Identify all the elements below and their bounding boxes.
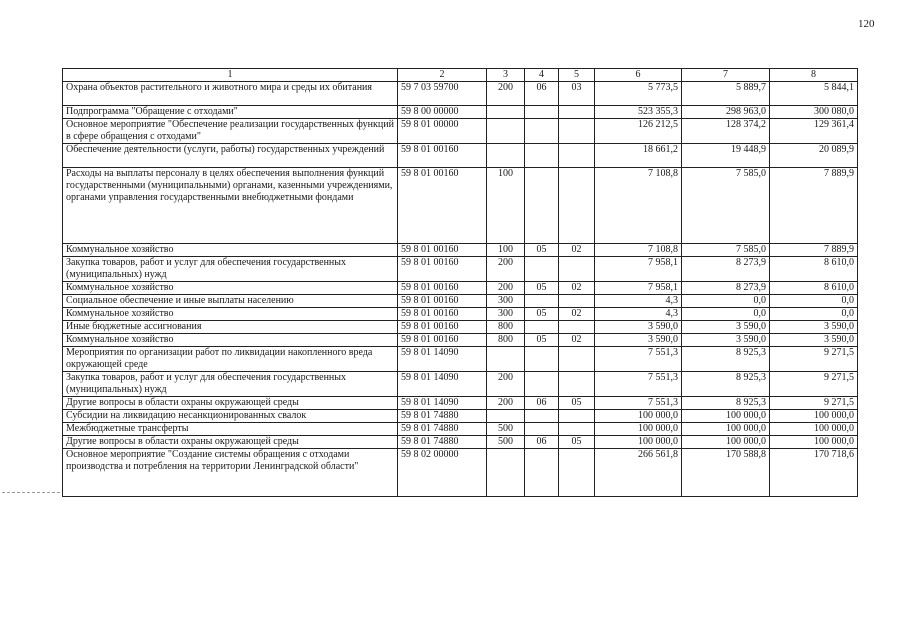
table-row: [63, 423, 858, 436]
table-cell: 59 8 01 00160: [398, 334, 487, 347]
table-row: [63, 168, 858, 244]
table-cell: 3 590,0: [682, 334, 770, 347]
table-cell: 59 8 01 14090: [398, 397, 487, 410]
table-cell: [525, 106, 559, 119]
table-cell: [559, 119, 595, 144]
margin-mark: [2, 492, 60, 493]
table-cell: [487, 119, 525, 144]
row-name-cell: Коммунальное хозяйство: [63, 334, 398, 347]
row-name-cell: Расходы на выплаты персоналу в целях обеспечения выполнения функций государственными (муниципальными) органами, казенными учреждениями, органами управления государственными внебюджетными фондами: [63, 168, 398, 244]
table-cell: [525, 168, 559, 244]
table-cell: 9 271,5: [770, 397, 858, 410]
table-cell: 8 273,9: [682, 257, 770, 282]
table-cell: 129 361,4: [770, 119, 858, 144]
table-row: [63, 347, 858, 372]
row-name-cell: Подпрограмма "Обращение с отходами": [63, 106, 398, 119]
table-cell: 05: [525, 334, 559, 347]
table-cell: 5 889,7: [682, 82, 770, 106]
table-cell: 59 8 01 74880: [398, 436, 487, 449]
table-cell: 18 661,2: [595, 144, 682, 168]
table-cell: 100 000,0: [682, 436, 770, 449]
table-cell: 100 000,0: [682, 423, 770, 436]
table-cell: 3 590,0: [595, 321, 682, 334]
table-row: [63, 449, 858, 497]
table-cell: 100: [487, 168, 525, 244]
table-cell: 06: [525, 397, 559, 410]
table-cell: 05: [525, 244, 559, 257]
table-cell: [559, 347, 595, 372]
table-cell: 3 590,0: [682, 321, 770, 334]
column-header: 1: [63, 69, 398, 82]
table-cell: 59 8 01 14090: [398, 347, 487, 372]
table-cell: 200: [487, 372, 525, 397]
table-row: [63, 321, 858, 334]
table-cell: [559, 321, 595, 334]
row-name-cell: Межбюджетные трансферты: [63, 423, 398, 436]
table-row: [63, 410, 858, 423]
table-cell: 06: [525, 82, 559, 106]
table-cell: 59 8 01 00160: [398, 257, 487, 282]
table-cell: 0,0: [682, 308, 770, 321]
table-cell: 59 7 03 59700: [398, 82, 487, 106]
table-cell: 59 8 00 00000: [398, 106, 487, 119]
table-cell: 59 8 02 00000: [398, 449, 487, 497]
row-name-cell: Мероприятия по организации работ по ликвидации накопленного вреда окружающей среде: [63, 347, 398, 372]
table-cell: 7 958,1: [595, 257, 682, 282]
table-cell: [525, 423, 559, 436]
table-cell: 0,0: [682, 295, 770, 308]
table-cell: [487, 144, 525, 168]
budget-table: [62, 68, 858, 497]
column-header: 5: [559, 69, 595, 82]
table-cell: 03: [559, 82, 595, 106]
table-cell: 8 610,0: [770, 282, 858, 295]
table-cell: 100 000,0: [682, 410, 770, 423]
table-cell: 7 585,0: [682, 244, 770, 257]
table-cell: 100 000,0: [770, 436, 858, 449]
table-cell: [559, 295, 595, 308]
table-cell: 7 108,8: [595, 168, 682, 244]
table-cell: 20 089,9: [770, 144, 858, 168]
table-cell: [525, 410, 559, 423]
table-cell: [525, 295, 559, 308]
table-cell: [559, 449, 595, 497]
row-name-cell: Социальное обеспечение и иные выплаты населению: [63, 295, 398, 308]
table-cell: 8 925,3: [682, 372, 770, 397]
table-cell: 59 8 01 00160: [398, 282, 487, 295]
row-name-cell: Охрана объектов растительного и животного мира и среды их обитания: [63, 82, 398, 106]
row-name-cell: Иные бюджетные ассигнования: [63, 321, 398, 334]
table-cell: [559, 372, 595, 397]
table-cell: 02: [559, 282, 595, 295]
table-cell: 7 108,8: [595, 244, 682, 257]
table-cell: 59 8 01 14090: [398, 372, 487, 397]
table-cell: 0,0: [770, 308, 858, 321]
table-cell: 02: [559, 244, 595, 257]
table-cell: [487, 410, 525, 423]
table-cell: 100 000,0: [595, 436, 682, 449]
table-cell: 8 610,0: [770, 257, 858, 282]
table-cell: 170 588,8: [682, 449, 770, 497]
table-row: [63, 257, 858, 282]
table-cell: 59 8 01 00160: [398, 168, 487, 244]
table-cell: 59 8 01 74880: [398, 410, 487, 423]
table-cell: 128 374,2: [682, 119, 770, 144]
table-cell: [525, 449, 559, 497]
row-name-cell: Закупка товаров, работ и услуг для обеспечения государственных (муниципальных) нужд: [63, 257, 398, 282]
table-row: [63, 144, 858, 168]
table-row: [63, 82, 858, 106]
header-row: [63, 69, 858, 82]
table-cell: 05: [559, 436, 595, 449]
table-cell: 02: [559, 308, 595, 321]
table-cell: 19 448,9: [682, 144, 770, 168]
column-header: 2: [398, 69, 487, 82]
table-cell: [525, 347, 559, 372]
table-cell: [559, 257, 595, 282]
column-header: 6: [595, 69, 682, 82]
table-row: [63, 436, 858, 449]
row-name-cell: Другие вопросы в области охраны окружающей среды: [63, 397, 398, 410]
table-cell: 500: [487, 436, 525, 449]
table-cell: 59 8 01 00000: [398, 119, 487, 144]
table-cell: 0,0: [770, 295, 858, 308]
table-cell: 3 590,0: [595, 334, 682, 347]
table-cell: [525, 144, 559, 168]
table-cell: 800: [487, 334, 525, 347]
table-cell: 7 585,0: [682, 168, 770, 244]
table-cell: 100 000,0: [595, 423, 682, 436]
table-cell: 266 561,8: [595, 449, 682, 497]
table-cell: [487, 449, 525, 497]
table-cell: 523 355,3: [595, 106, 682, 119]
table-cell: [525, 321, 559, 334]
row-name-cell: Коммунальное хозяйство: [63, 308, 398, 321]
table-cell: 100 000,0: [770, 410, 858, 423]
table-cell: 7 551,3: [595, 372, 682, 397]
table-cell: 126 212,5: [595, 119, 682, 144]
table-cell: 100 000,0: [770, 423, 858, 436]
table-cell: [559, 144, 595, 168]
table-cell: 7 889,9: [770, 244, 858, 257]
table-cell: 170 718,6: [770, 449, 858, 497]
table-cell: 500: [487, 423, 525, 436]
column-header: 3: [487, 69, 525, 82]
table-cell: 05: [525, 282, 559, 295]
table-cell: 7 958,1: [595, 282, 682, 295]
table-cell: 7 551,3: [595, 397, 682, 410]
table-cell: 7 551,3: [595, 347, 682, 372]
table-cell: 300 080,0: [770, 106, 858, 119]
table-row: [63, 119, 858, 144]
table-cell: 200: [487, 82, 525, 106]
row-name-cell: Обеспечение деятельности (услуги, работы) государственных учреждений: [63, 144, 398, 168]
table-cell: [559, 106, 595, 119]
table-cell: 800: [487, 321, 525, 334]
row-name-cell: Закупка товаров, работ и услуг для обеспечения государственных (муниципальных) нужд: [63, 372, 398, 397]
table-cell: 5 773,5: [595, 82, 682, 106]
table-cell: 59 8 01 00160: [398, 244, 487, 257]
table-cell: 200: [487, 282, 525, 295]
table-cell: 05: [525, 308, 559, 321]
page-number: 120: [858, 18, 875, 30]
table-row: [63, 334, 858, 347]
row-name-cell: Коммунальное хозяйство: [63, 282, 398, 295]
table-cell: 8 925,3: [682, 397, 770, 410]
table-cell: 06: [525, 436, 559, 449]
column-header: 4: [525, 69, 559, 82]
table-cell: 298 963,0: [682, 106, 770, 119]
table-cell: 9 271,5: [770, 347, 858, 372]
table-cell: 7 889,9: [770, 168, 858, 244]
table-row: [63, 372, 858, 397]
table-cell: 59 8 01 00160: [398, 144, 487, 168]
table-cell: [525, 119, 559, 144]
table-row: [63, 282, 858, 295]
column-header: 7: [682, 69, 770, 82]
table-cell: [559, 410, 595, 423]
table-row: [63, 244, 858, 257]
row-name-cell: Коммунальное хозяйство: [63, 244, 398, 257]
table-cell: 300: [487, 295, 525, 308]
table-cell: 3 590,0: [770, 321, 858, 334]
table-cell: 02: [559, 334, 595, 347]
table-row: [63, 106, 858, 119]
row-name-cell: Основное мероприятие "Создание системы обращения с отходами производства и потребления на территории Ленинградской области": [63, 449, 398, 497]
table-row: [63, 295, 858, 308]
table-cell: [525, 257, 559, 282]
table-cell: 8 925,3: [682, 347, 770, 372]
row-name-cell: Субсидии на ликвидацию несанкционированных свалок: [63, 410, 398, 423]
table-cell: [487, 347, 525, 372]
table-cell: 300: [487, 308, 525, 321]
table-cell: [525, 372, 559, 397]
table-cell: 200: [487, 397, 525, 410]
table-cell: 59 8 01 74880: [398, 423, 487, 436]
table-cell: 4,3: [595, 308, 682, 321]
table-row: [63, 397, 858, 410]
table-cell: [559, 423, 595, 436]
table-cell: 4,3: [595, 295, 682, 308]
column-header: 8: [770, 69, 858, 82]
table-cell: 100: [487, 244, 525, 257]
table-row: [63, 308, 858, 321]
table-cell: [559, 168, 595, 244]
table-cell: 8 273,9: [682, 282, 770, 295]
table-cell: 59 8 01 00160: [398, 295, 487, 308]
table-cell: 59 8 01 00160: [398, 308, 487, 321]
table-cell: 100 000,0: [595, 410, 682, 423]
table-cell: 5 844,1: [770, 82, 858, 106]
table-cell: 3 590,0: [770, 334, 858, 347]
row-name-cell: Другие вопросы в области охраны окружающей среды: [63, 436, 398, 449]
table-cell: 9 271,5: [770, 372, 858, 397]
table-cell: 59 8 01 00160: [398, 321, 487, 334]
table-cell: 05: [559, 397, 595, 410]
table-cell: 200: [487, 257, 525, 282]
row-name-cell: Основное мероприятие "Обеспечение реализации государственных функций в сфере обращения с отходами": [63, 119, 398, 144]
table-cell: [487, 106, 525, 119]
